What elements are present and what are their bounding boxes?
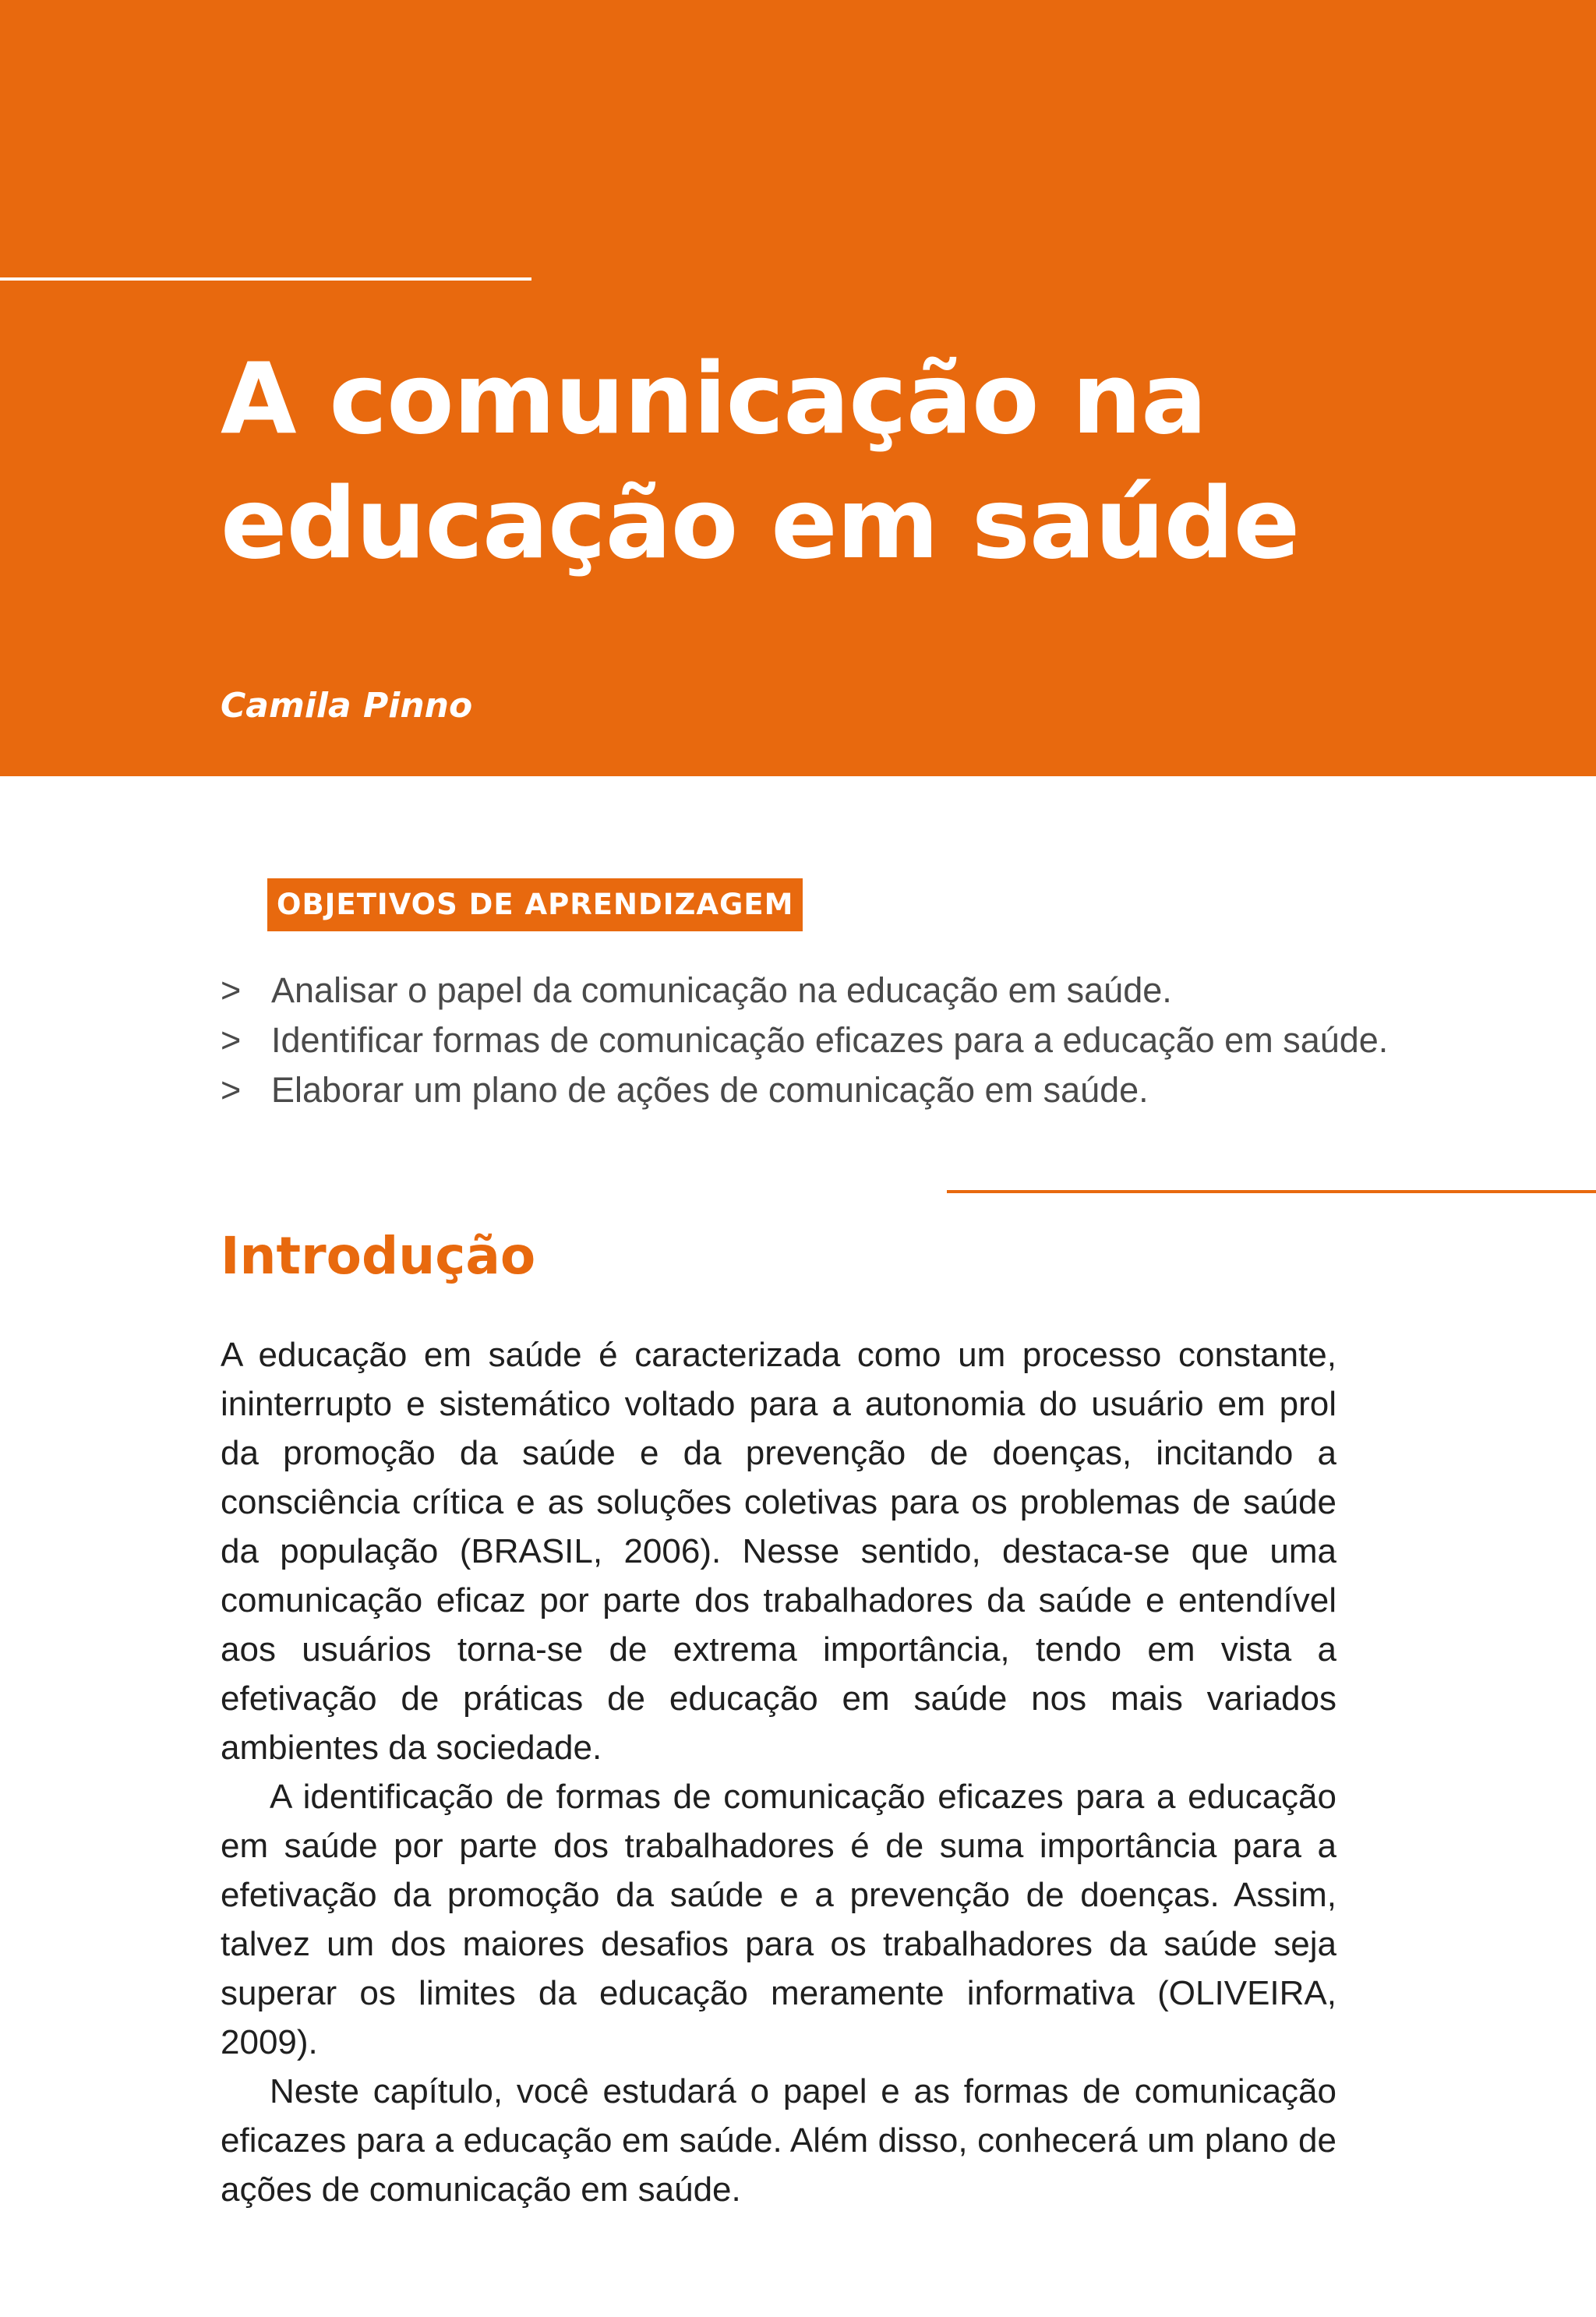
- objective-text: Identificar formas de comunicação eficazes para a educação em saúde.: [271, 1020, 1389, 1060]
- bullet-chevron: >: [221, 970, 242, 1010]
- chapter-title: [221, 337, 1467, 586]
- section-divider: [947, 1190, 1596, 1193]
- bullet-chevron: >: [221, 1070, 242, 1110]
- header-divider: [0, 277, 531, 281]
- objective-text: Analisar o papel da comunicação na educação em saúde.: [271, 970, 1172, 1010]
- chapter-title-line-2: educação em saúde: [221, 466, 1300, 581]
- body-paragraph-3: Neste capítulo, você estudará o papel e as formas de comunicação eficazes para a educação em saúde. Além disso, conhecerá um plano de ações de comunicação em saúde.: [221, 2072, 1336, 2209]
- objective-item: [221, 1065, 1389, 1115]
- objectives-badge: OBJETIVOS DE APRENDIZAGEM: [267, 878, 803, 931]
- section-heading-introducao: Introdução: [221, 1226, 536, 1286]
- objective-item: [221, 966, 1389, 1015]
- introduction-body: [221, 1330, 1336, 2214]
- chapter-author: Camila Pinno: [221, 686, 473, 726]
- objective-text: Elaborar um plano de ações de comunicação em saúde.: [271, 1070, 1149, 1110]
- objective-item: [221, 1015, 1389, 1065]
- body-paragraph-2: A identificação de formas de comunicação eficazes para a educação em saúde por parte dos trabalhadores é de suma importância para a efetivação da promoção da saúde e a prevenção de doenças. Assim, talvez um dos maiores desafios para os trabalhadores da saúde seja superar os limites da educação meramente informativa (OLIVEIRA, 2009).: [221, 1778, 1336, 2061]
- bullet-chevron: >: [221, 1020, 242, 1060]
- body-paragraph-1: A educação em saúde é caracterizada como um processo constante, ininterrupto e sistemático voltado para a autonomia do usuário em prol da promoção da saúde e da prevenção de doenças, incitando a consciência crítica e as soluções coletivas para os problemas de saúde da população (BRASIL, 2006). Nesse sentido, destaca-se que uma comunicação eficaz por parte dos trabalhadores da saúde e entendível aos usuários torna-se de extrema importância, tendo em vista a efetivação de práticas de educação em saúde nos mais variados ambientes da sociedade.: [221, 1336, 1336, 1767]
- objectives-list: [221, 966, 1389, 1115]
- chapter-title-line-1: A comunicação na: [221, 341, 1207, 456]
